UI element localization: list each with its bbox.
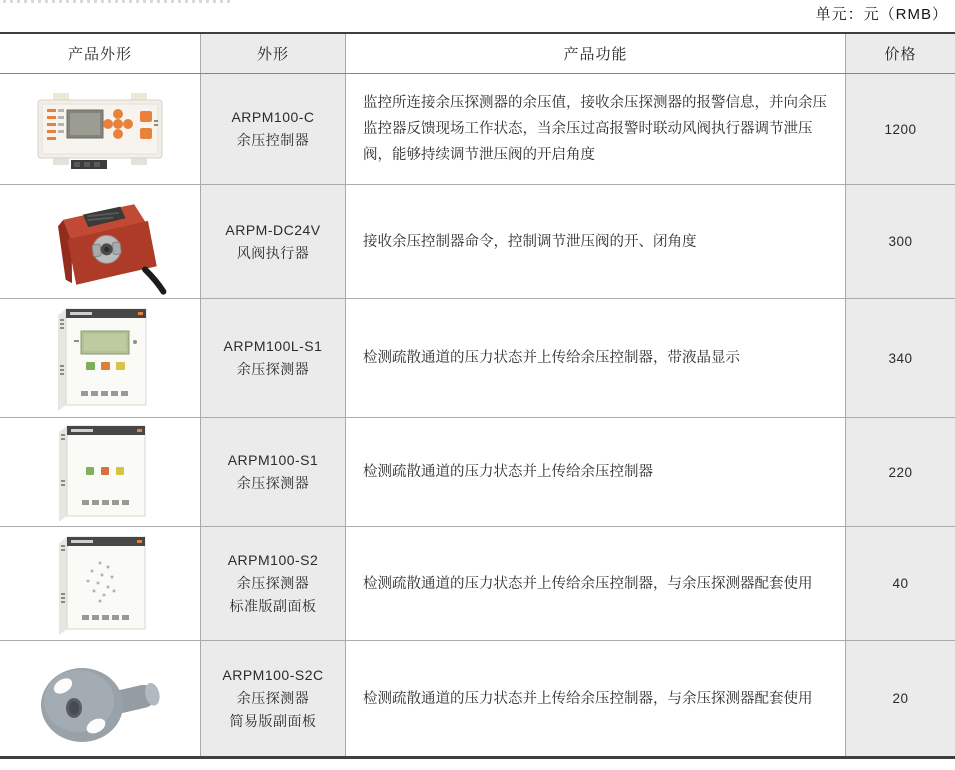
header-cell-product-photo: 产品外形: [67, 46, 132, 63]
price-cell: 40: [845, 527, 955, 640]
model-cell: [200, 74, 345, 184]
product-photo-cell: [0, 185, 200, 298]
table-row: [0, 418, 955, 527]
price-cell: 340: [845, 299, 955, 417]
model-cell: [200, 418, 345, 526]
arpm100l-s1-detector-photo: [41, 303, 159, 413]
arpm100-s2-subpanel-photo: [44, 531, 156, 637]
table-row: [0, 641, 955, 756]
model-name: 风阀执行器: [236, 244, 310, 261]
model-cell: [200, 185, 345, 298]
model-code: ARPM100-S2C: [222, 667, 324, 683]
function-cell: 监控所连接余压探测器的余压值，接收余压探测器的报警信息，并向余压监控器反馈现场工作状态，当余压过高报警时联动风阀执行器调节泄压阀，能够持续调节泄压阀的开启角度: [345, 74, 845, 184]
function-cell: 接收余压控制器命令，控制调节泄压阀的开、闭角度: [345, 185, 845, 298]
model-code: ARPM100-S2: [227, 552, 319, 568]
model-cell: [200, 527, 345, 640]
unit-label: 单元：元（RMB）: [815, 6, 948, 23]
price-cell: 20: [845, 641, 955, 756]
header-cell-model: 外形: [200, 34, 345, 73]
product-photo-cell: [0, 641, 200, 756]
table-row: [0, 74, 955, 185]
product-price-table: [0, 32, 955, 759]
product-photo-cell: [0, 299, 200, 417]
model-code: ARPM100L-S1: [223, 338, 323, 354]
table-header-row: [0, 34, 955, 74]
price-cell: 1200: [845, 74, 955, 184]
function-cell: 检测疏散通道的压力状态并上传给余压控制器，与余压探测器配套使用: [345, 527, 845, 640]
function-cell: 检测疏散通道的压力状态并上传给余压控制器，带液晶显示: [345, 299, 845, 417]
model-variant: 标准版副面板: [229, 598, 317, 614]
model-variant: 简易版副面板: [229, 713, 317, 729]
table-row: [0, 185, 955, 299]
arpm-dc24v-actuator-photo: [26, 188, 174, 296]
product-photo-cell: [0, 74, 200, 184]
price-cell: 300: [845, 185, 955, 298]
model-code: ARPM-DC24V: [225, 221, 321, 238]
model-cell: [200, 641, 345, 756]
function-cell: 检测疏散通道的压力状态并上传给余压控制器，与余压探测器配套使用: [345, 641, 845, 756]
cropped-text-artifact: [3, 0, 231, 3]
price-cell: 220: [845, 418, 955, 526]
arpm100-s1-detector-photo: [44, 420, 156, 524]
model-name: 余压探测器: [236, 361, 310, 377]
model-cell: [200, 299, 345, 417]
model-name: 余压探测器: [236, 690, 310, 706]
table-row: [0, 527, 955, 641]
model-code: ARPM100-C: [231, 109, 315, 125]
product-photo-cell: [0, 527, 200, 640]
header-cell-function: 产品功能: [345, 34, 845, 73]
model-code: ARPM100-S1: [227, 452, 319, 468]
arpm100-c-controller-photo: [21, 80, 179, 178]
model-name: 余压探测器: [236, 475, 310, 491]
model-name: 余压控制器: [236, 132, 310, 148]
model-name: 余压探测器: [236, 575, 310, 591]
function-cell: 检测疏散通道的压力状态并上传给余压控制器: [345, 418, 845, 526]
table-row: [0, 299, 955, 418]
header-cell-price: 价格: [845, 34, 955, 73]
arpm100-s2c-subpanel-photo: [30, 651, 170, 747]
product-photo-cell: [0, 418, 200, 526]
